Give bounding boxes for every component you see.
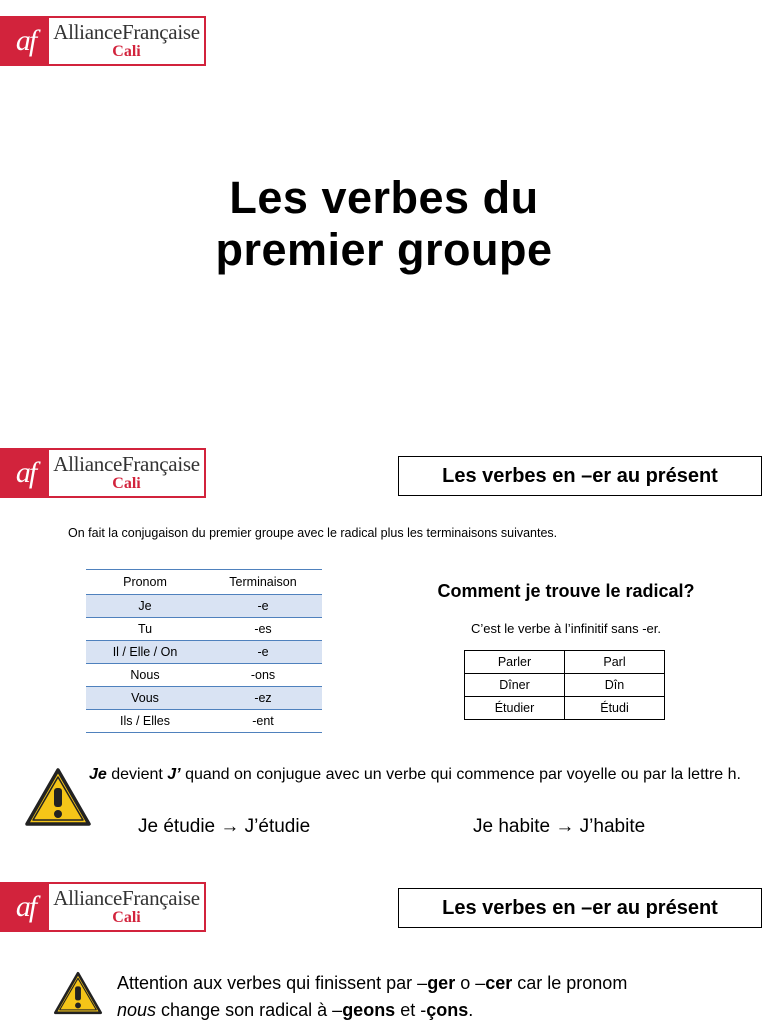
radical-cell: Dîn (565, 674, 665, 697)
logo-af-mark: af (2, 450, 49, 496)
logo-name: AllianceFrançaise (53, 886, 200, 910)
infinitive-cell: Parler (465, 651, 565, 674)
ending-cell: -es (204, 618, 322, 641)
pronoun-cell: Nous (86, 664, 204, 687)
table-row (86, 618, 322, 641)
ending-cell: -e (204, 595, 322, 618)
pronoun-cell: Il / Elle / On (86, 641, 204, 664)
example-habiter: Je habite → J’habite (473, 816, 646, 837)
logo-name: AllianceFrançaise (53, 20, 200, 44)
table-row (86, 641, 322, 664)
table-row (465, 651, 665, 674)
radical-table (464, 650, 665, 720)
intro-text: On fait la conjugaison du premier groupe avec le radical plus les terminaisons suivantes. (68, 526, 558, 540)
pronoun-cell: Ils / Elles (86, 710, 204, 733)
conjugation-table (86, 569, 322, 733)
logo-city: Cali (112, 43, 141, 60)
page-title (0, 172, 768, 276)
header-terminaison: Terminaison (204, 570, 322, 595)
ending-cell: -ent (204, 710, 322, 733)
header-pronom: Pronom (86, 570, 204, 595)
elision-note: Je devient J’ quand on conjugue avec un verbe qui commence par voyelle ou par la lettre h. (89, 766, 741, 783)
radical-question: Comment je trouve le radical? (437, 581, 695, 601)
logo-alliance-francaise (0, 882, 206, 932)
radical-answer: C’est le verbe à l’infinitif sans -er. (470, 621, 662, 636)
j-word: J’ (167, 766, 181, 783)
radical-cell: Parl (565, 651, 665, 674)
warning-triangle-icon (53, 971, 103, 1015)
logo-alliance-francaise (0, 448, 206, 498)
infinitive-cell: Dîner (465, 674, 565, 697)
logo-name: AllianceFrançaise (53, 452, 200, 476)
slide-heading: Les verbes en –er au présent (398, 888, 762, 928)
radical-cell: Étudi (565, 697, 665, 720)
ending-cell: -e (204, 641, 322, 664)
logo-af-mark: af (2, 18, 49, 64)
table-row (86, 710, 322, 733)
slide-heading: Les verbes en –er au présent (398, 456, 762, 496)
spelling-change-note: Attention aux verbes qui finissent par –ger o –cer car le pronom nous change son radical à –geons et -çons. (117, 973, 628, 1020)
table-row (465, 674, 665, 697)
page-title-line1: Les verbes du (229, 172, 539, 223)
table-row (86, 687, 322, 710)
infinitive-cell: Étudier (465, 697, 565, 720)
logo-af-mark: af (2, 884, 49, 930)
logo-alliance-francaise (0, 16, 206, 66)
ending-cell: -ez (204, 687, 322, 710)
logo-city: Cali (112, 909, 141, 926)
pronoun-cell: Vous (86, 687, 204, 710)
table-header-row (86, 570, 322, 595)
je-word: Je (89, 766, 107, 783)
page-title-line2: premier groupe (215, 224, 553, 275)
example-etudier: Je étudie → J’étudie (138, 816, 311, 837)
pronoun-cell: Je (86, 595, 204, 618)
ending-cell: -ons (204, 664, 322, 687)
pronoun-cell: Tu (86, 618, 204, 641)
table-row (86, 595, 322, 618)
table-row (86, 664, 322, 687)
logo-city: Cali (112, 475, 141, 492)
table-row (465, 697, 665, 720)
